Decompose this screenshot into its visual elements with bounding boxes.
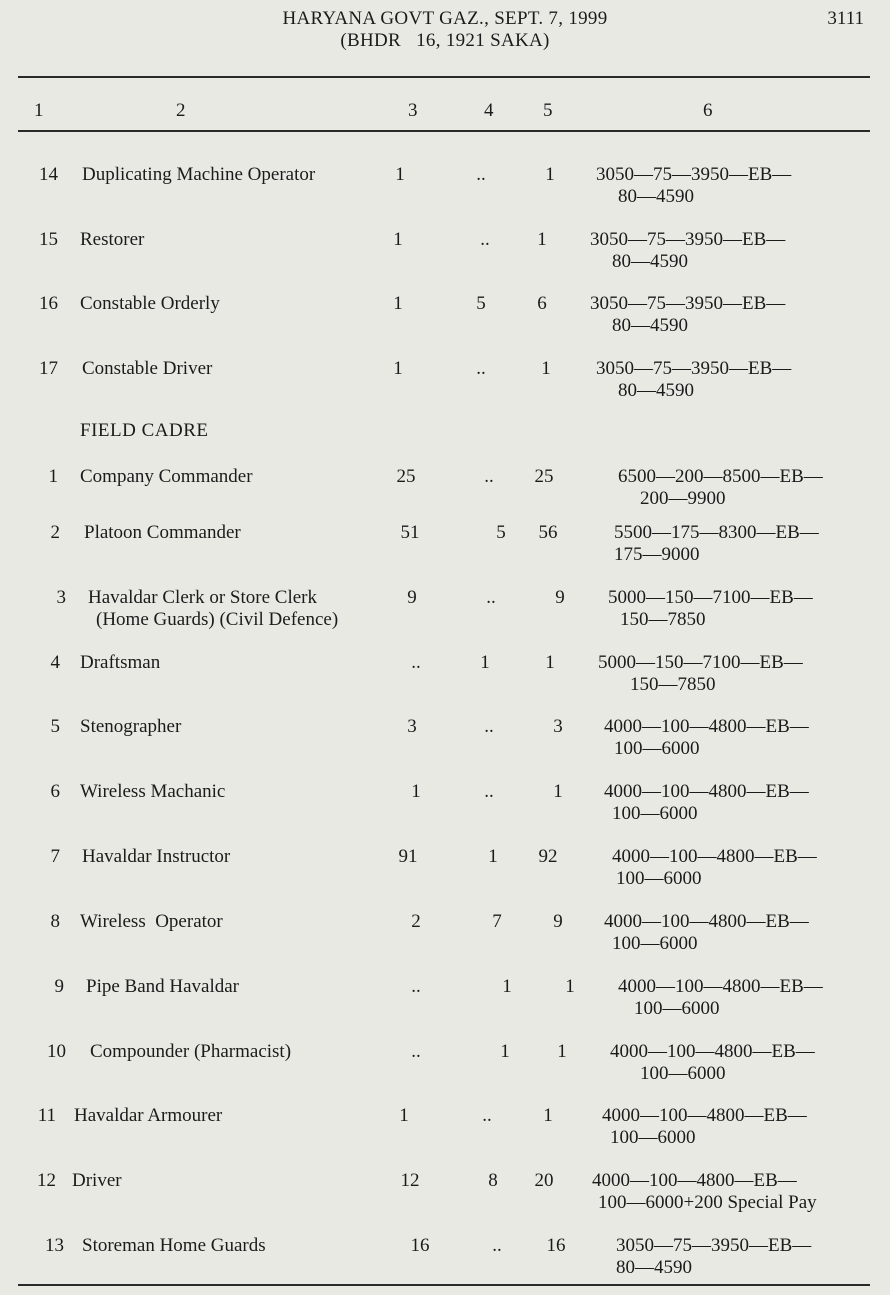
post-name: Wireless Machanic: [80, 781, 226, 802]
row-number: 2: [50, 522, 60, 543]
col5-value: 1: [553, 781, 563, 802]
col3-value: 12: [400, 1170, 420, 1191]
pay-scale: [602, 1105, 807, 1149]
pay-scale: [596, 358, 791, 402]
col5-value: 25: [534, 466, 554, 487]
post-name: Constable Driver: [82, 358, 213, 379]
col4-value: ..: [484, 466, 494, 487]
post-name: Pipe Band Havaldar: [86, 976, 240, 997]
post-name: Duplicating Machine Operator: [82, 164, 316, 185]
table-row: [0, 1041, 890, 1101]
pay-scale-line-1: 4000—100—4800—EB—: [604, 911, 809, 932]
pay-scale-line-1: 4000—100—4800—EB—: [602, 1105, 807, 1126]
col-head-2: 2: [176, 100, 186, 121]
post-name-line-2: (Home Guards) (Civil Defence): [96, 609, 339, 630]
pay-scale-line-1: 4000—100—4800—EB—: [604, 781, 809, 802]
pay-scale-line-1: 5500—175—8300—EB—: [614, 522, 819, 543]
bottom-rule: [18, 1284, 870, 1286]
col-head-4: 4: [484, 100, 494, 121]
row-number: 3: [56, 587, 66, 608]
row-number: 5: [50, 716, 60, 737]
page-header: [0, 8, 890, 52]
post-name: Wireless Operator: [80, 911, 223, 932]
row-number: 12: [37, 1170, 56, 1191]
col3-value: 9: [407, 587, 417, 608]
pay-scale-line-1: 4000—100—4800—EB—: [618, 976, 823, 997]
pay-scale-line-2: 100—6000+200 Special Pay: [598, 1192, 817, 1213]
pay-scale-line-2: 100—6000: [610, 1127, 696, 1148]
post-name: Platoon Commander: [84, 522, 241, 543]
col3-value: ..: [411, 1041, 421, 1062]
table-row: [0, 466, 890, 526]
table-row: [0, 716, 890, 776]
row-number: 1: [48, 466, 58, 487]
pay-scale: [598, 652, 803, 696]
post-name: Havaldar Instructor: [82, 846, 231, 867]
pay-scale: [618, 976, 823, 1020]
page-number: 3111: [827, 8, 864, 29]
post-name: [88, 587, 338, 631]
col-head-5: 5: [543, 100, 553, 121]
row-number: 6: [50, 781, 60, 802]
row-number: 9: [54, 976, 64, 997]
col5-value: 1: [543, 1105, 553, 1126]
pay-scale: [604, 716, 809, 760]
col4-value: ..: [476, 358, 486, 379]
pay-scale: [616, 1235, 811, 1279]
pay-scale: [592, 1170, 817, 1214]
pay-scale-line-2: 200—9900: [640, 488, 726, 509]
table-row: [0, 781, 890, 841]
pay-scale-line-2: 100—6000: [616, 868, 702, 889]
col4-value: ..: [484, 781, 494, 802]
table-row: [0, 846, 890, 906]
row-number: 13: [45, 1235, 64, 1256]
col3-value: 1: [393, 358, 403, 379]
post-name: Stenographer: [80, 716, 182, 737]
col4-value: 5: [476, 293, 486, 314]
pay-scale-line-1: 5000—150—7100—EB—: [608, 587, 813, 608]
col3-value: 1: [399, 1105, 409, 1126]
col5-value: 9: [553, 911, 563, 932]
row-number: 16: [39, 293, 58, 314]
table-row: [0, 652, 890, 712]
col5-value: 1: [557, 1041, 567, 1062]
header-rule: [18, 130, 870, 132]
pay-scale: [608, 587, 813, 631]
col5-value: 3: [553, 716, 563, 737]
col3-value: 51: [400, 522, 420, 543]
col5-value: 20: [534, 1170, 554, 1191]
table-row: [0, 911, 890, 971]
col5-value: 16: [546, 1235, 566, 1256]
pay-scale: [618, 466, 823, 510]
row-number: 11: [37, 1105, 56, 1126]
row-number: 10: [47, 1041, 66, 1062]
col5-value: 1: [541, 358, 551, 379]
col3-value: ..: [411, 976, 421, 997]
col5-value: 56: [538, 522, 558, 543]
row-number: 14: [39, 164, 58, 185]
table-row: [0, 229, 890, 289]
pay-scale-line-1: 3050—75—3950—EB—: [616, 1235, 812, 1256]
col3-value: 91: [398, 846, 418, 867]
pay-scale: [590, 229, 785, 273]
col5-value: 1: [565, 976, 575, 997]
post-name-line-1: Havaldar Clerk or Store Clerk: [88, 587, 317, 608]
table-row: [0, 587, 890, 647]
pay-scale: [590, 293, 785, 337]
col3-value: 16: [410, 1235, 430, 1256]
pay-scale-line-2: 100—6000: [634, 998, 720, 1019]
col4-value: ..: [492, 1235, 502, 1256]
col3-value: 1: [411, 781, 421, 802]
col4-value: ..: [484, 716, 494, 737]
col4-value: 1: [488, 846, 498, 867]
col-head-3: 3: [408, 100, 418, 121]
pay-scale-line-2: 175—9000: [614, 544, 700, 565]
table-row: [0, 976, 890, 1036]
header-line-2: (BHDR 16, 1921 SAKA): [340, 30, 550, 51]
pay-scale: [612, 846, 817, 890]
col3-value: 25: [396, 466, 416, 487]
pay-scale-line-2: 80—4590: [612, 315, 688, 336]
col-head-6: 6: [703, 100, 713, 121]
pay-scale-line-2: 80—4590: [616, 1257, 692, 1278]
col4-value: 1: [502, 976, 512, 997]
row-number: 7: [50, 846, 60, 867]
pay-scale-line-1: 3050—75—3950—EB—: [590, 293, 786, 314]
col4-value: 7: [492, 911, 502, 932]
row-number: 8: [50, 911, 60, 932]
section-title: FIELD CADRE: [80, 420, 209, 441]
pay-scale: [604, 911, 809, 955]
table-row: [0, 522, 890, 582]
pay-scale-line-2: 80—4590: [618, 380, 694, 401]
col5-value: 6: [537, 293, 547, 314]
col4-value: ..: [480, 229, 490, 250]
pay-scale-line-1: 3050—75—3950—EB—: [590, 229, 786, 250]
col3-value: 1: [393, 229, 403, 250]
pay-scale-line-1: 6500—200—8500—EB—: [618, 466, 823, 487]
col4-value: ..: [486, 587, 496, 608]
pay-scale-line-1: 3050—75—3950—EB—: [596, 358, 792, 379]
table-row: [0, 1170, 890, 1230]
pay-scale-line-1: 4000—100—4800—EB—: [612, 846, 817, 867]
pay-scale-line-1: 4000—100—4800—EB—: [592, 1170, 797, 1191]
row-number: 17: [39, 358, 58, 379]
col3-value: 1: [395, 164, 405, 185]
pay-scale: [610, 1041, 815, 1085]
pay-scale-line-2: 100—6000: [614, 738, 700, 759]
col4-value: 1: [480, 652, 490, 673]
table-row: [0, 358, 890, 418]
col4-value: ..: [476, 164, 486, 185]
pay-scale-line-1: 4000—100—4800—EB—: [610, 1041, 815, 1062]
pay-scale-line-1: 5000—150—7100—EB—: [598, 652, 803, 673]
col3-value: ..: [411, 652, 421, 673]
header-line-1: HARYANA GOVT GAZ., SEPT. 7, 1999: [282, 8, 608, 29]
pay-scale-line-2: 150—7850: [630, 674, 716, 695]
table-row: [0, 293, 890, 353]
col4-value: ..: [482, 1105, 492, 1126]
col3-value: 1: [393, 293, 403, 314]
pay-scale: [596, 164, 791, 208]
pay-scale-line-2: 150—7850: [620, 609, 706, 630]
post-name: Compounder (Pharmacist): [90, 1041, 292, 1062]
post-name: Havaldar Armourer: [74, 1105, 223, 1126]
pay-scale-line-2: 80—4590: [612, 251, 688, 272]
table-row: [0, 1235, 890, 1295]
row-number: 15: [39, 229, 58, 250]
pay-scale-line-2: 100—6000: [640, 1063, 726, 1084]
pay-scale-line-2: 100—6000: [612, 803, 698, 824]
col5-value: 1: [545, 652, 555, 673]
col5-value: 92: [538, 846, 558, 867]
pay-scale: [604, 781, 809, 825]
post-name: Storeman Home Guards: [82, 1235, 266, 1256]
col5-value: 1: [545, 164, 555, 185]
post-name: Driver: [72, 1170, 122, 1191]
pay-scale-line-1: 4000—100—4800—EB—: [604, 716, 809, 737]
pay-scale-line-2: 100—6000: [612, 933, 698, 954]
col5-value: 9: [555, 587, 565, 608]
col4-value: 1: [500, 1041, 510, 1062]
table-row: [0, 164, 890, 224]
col3-value: 2: [411, 911, 421, 932]
post-name: Constable Orderly: [80, 293, 220, 314]
col4-value: 8: [488, 1170, 498, 1191]
pay-scale: [614, 522, 819, 566]
col3-value: 3: [407, 716, 417, 737]
post-name: Restorer: [80, 229, 145, 250]
table-row: [0, 1105, 890, 1165]
col4-value: 5: [496, 522, 506, 543]
pay-scale-line-2: 80—4590: [618, 186, 694, 207]
top-rule: [18, 76, 870, 78]
pay-scale-line-1: 3050—75—3950—EB—: [596, 164, 792, 185]
post-name: Company Commander: [80, 466, 253, 487]
col-head-1: 1: [34, 100, 44, 121]
post-name: Draftsman: [80, 652, 161, 673]
col5-value: 1: [537, 229, 547, 250]
row-number: 4: [50, 652, 60, 673]
